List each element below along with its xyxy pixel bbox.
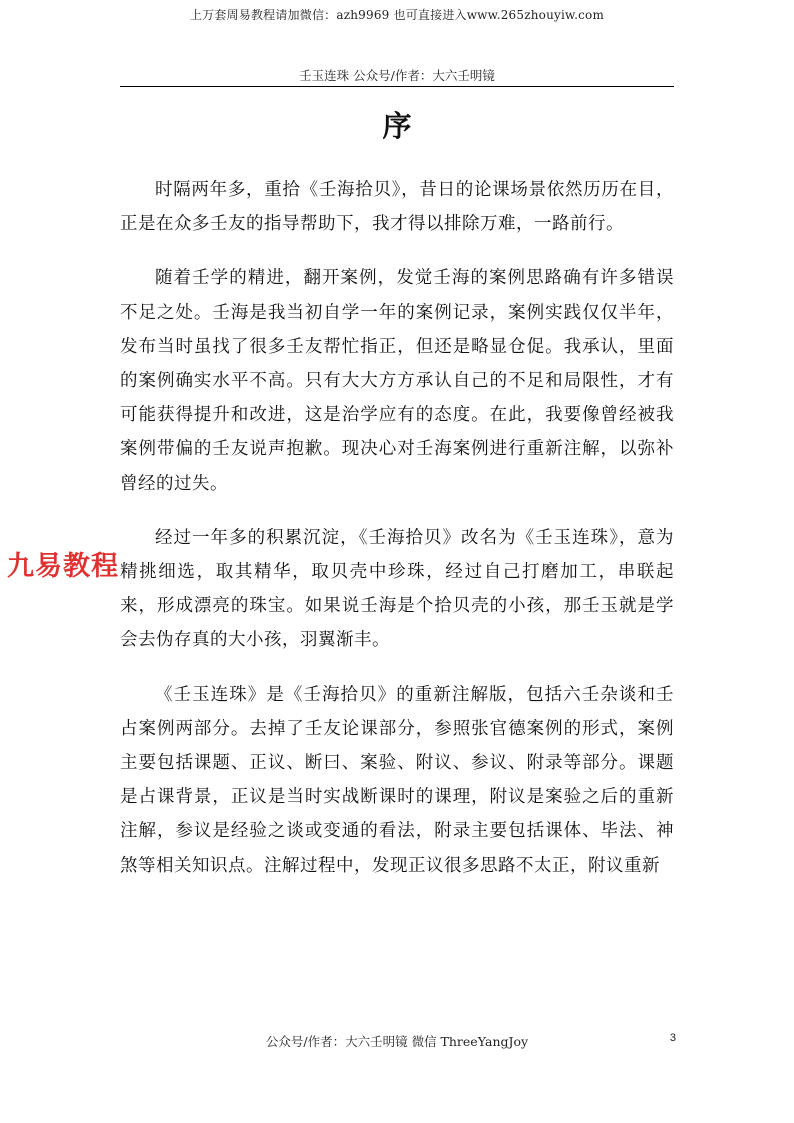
page-title: 序 [382,109,412,143]
body-text [120,173,674,903]
paragraph-4: 《壬玉连珠》是《壬海拾贝》的重新注解版，包括六壬杂谈和壬占案例两部分。去掉了壬友论课部分，参照张官德案例的形式，案例主要包括课题、正议、断曰、案验、附议、参议、附录等部分。课题是占课背景，正议是当时实战断课时的课理，附议是案验之后的重新注解，参议是经验之谈或变通的看法，附录主要包括课体、毕法、神煞等相关知识点。注解过程中，发现正议很多思路不太正，附议重新 [120,684,674,876]
page-number: 3 [669,1032,676,1044]
header-rule [120,86,674,87]
running-header: 壬玉连珠 公众号/作者：大六壬明镜 [299,68,495,83]
footer-text: 公众号/作者：大六壬明镜 微信 ThreeYangJoy [265,1034,529,1049]
watermark-logo: 九易教程 [7,551,119,582]
paragraph-2: 随着壬学的精进，翻开案例，发觉壬海的案例思路确有许多错误不足之处。壬海是我当初自学一年的案例记录，案例实践仅仅半年，发布当时虽找了很多壬友帮忙指正，但还是略显仓促。我承认，里面的案例确实水平不高。只有大大方方承认自己的不足和局限性，才有可能获得提升和改进，这是治学应有的态度。在此，我要像曾经被我案例带偏的壬友说声抱歉。现决心对壬海案例进行重新注解，以弥补曾经的过失。 [120,268,674,494]
paragraph-3: 经过一年多的积累沉淀，《壬海拾贝》改名为《壬玉连珠》，意为精挑细选，取其精华，取贝壳中珍珠，经过自己打磨加工，串联起来，形成漂亮的珠宝。如果说壬海是个拾贝壳的小孩，那壬玉就是学会去伪存真的大小孩，羽翼渐丰。 [120,527,674,651]
paragraph-1: 时隔两年多，重拾《壬海拾贝》，昔日的论课场景依然历历在目，正是在众多壬友的指导帮助下，我才得以排除万难，一路前行。 [120,180,674,235]
top-banner: 上万套周易教程请加微信：azh9969 也可直接进入www.265zhouyiw.com [189,8,605,22]
